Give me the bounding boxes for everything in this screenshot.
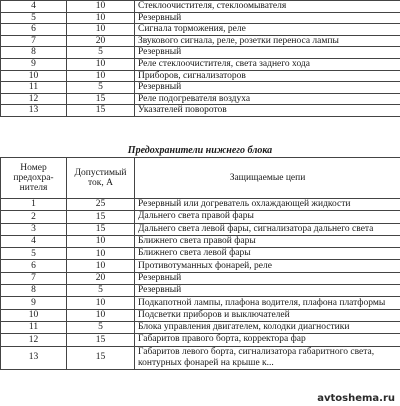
lower-fuse-table <box>0 157 400 370</box>
table-row <box>1 82 400 94</box>
protected-circuit-cell: Реле стеклоочистителя, света заднего хода <box>135 58 400 70</box>
table-row <box>1 211 400 223</box>
rated-current-cell: 5 <box>67 285 135 297</box>
table-row <box>1 58 400 70</box>
fuse-number-cell: 7 <box>1 272 67 284</box>
fuse-number-cell: 4 <box>1 1 67 13</box>
fuse-number-cell: 3 <box>1 223 67 235</box>
rated-current-cell: 5 <box>67 82 135 94</box>
protected-circuit-cell: Указателей поворотов <box>135 105 400 117</box>
fuse-number-cell: 11 <box>1 321 67 333</box>
protected-circuit-cell: Противотуманных фонарей, реле <box>135 260 400 272</box>
protected-circuit-cell: Резервный <box>135 285 400 297</box>
fuse-number-cell: 10 <box>1 309 67 321</box>
table-row <box>1 309 400 321</box>
fuse-number-cell: 8 <box>1 47 67 59</box>
protected-circuit-cell: Резервный <box>135 47 400 59</box>
table-row <box>1 321 400 333</box>
protected-circuit-cell: Резервный <box>135 82 400 94</box>
protected-circuit-cell: Дальнего света левой фары, сигнализатора дальнего света <box>135 223 400 235</box>
rated-current-cell: 10 <box>67 235 135 247</box>
site-watermark: avtoshema.ru <box>317 393 395 404</box>
protected-circuit-cell: Резервный или догреватель охлаждающей жидкости <box>135 199 400 211</box>
table-row <box>1 223 400 235</box>
protected-circuit-cell: Стеклоочистителя, стеклоомывателя <box>135 1 400 13</box>
rated-current-cell: 15 <box>67 334 135 346</box>
rated-current-cell: 5 <box>67 321 135 333</box>
fuse-number-cell: 8 <box>1 285 67 297</box>
lower-table-header-row <box>1 158 400 199</box>
upper-fuse-table-body <box>1 1 400 117</box>
protected-circuit-cell: Габаритов левого борта, сигнализатора габаритного света, контурных фонарей на крыше к... <box>135 346 400 369</box>
lower-fuse-table-body <box>1 199 400 370</box>
table-row <box>1 1 400 13</box>
rated-current-cell: 10 <box>67 309 135 321</box>
table-row <box>1 70 400 82</box>
rated-current-cell: 10 <box>67 297 135 309</box>
table-row <box>1 260 400 272</box>
fuse-number-cell: 12 <box>1 93 67 105</box>
rated-current-cell: 10 <box>67 12 135 24</box>
table-row <box>1 334 400 346</box>
protected-circuit-cell: Подсветки приборов и выключателей <box>135 309 400 321</box>
rated-current-cell: 10 <box>67 1 135 13</box>
fuse-number-cell: 12 <box>1 334 67 346</box>
rated-current-cell: 15 <box>67 223 135 235</box>
table-row <box>1 272 400 284</box>
table-row <box>1 297 400 309</box>
protected-circuit-cell: Ближнего света правой фары <box>135 235 400 247</box>
fuse-number-cell: 5 <box>1 12 67 24</box>
rated-current-cell: 20 <box>67 35 135 47</box>
fuse-number-cell: 5 <box>1 248 67 260</box>
rated-current-cell: 10 <box>67 70 135 82</box>
rated-current-cell: 10 <box>67 58 135 70</box>
protected-circuit-cell: Резервный <box>135 12 400 24</box>
protected-circuit-cell: Резервный <box>135 272 400 284</box>
fuse-number-cell: 4 <box>1 235 67 247</box>
fuse-number-cell: 1 <box>1 199 67 211</box>
rated-current-cell: 10 <box>67 248 135 260</box>
fuse-number-cell: 10 <box>1 70 67 82</box>
fuse-number-cell: 6 <box>1 260 67 272</box>
protected-circuit-cell: Блока управления двигателем, колодки диагностики <box>135 321 400 333</box>
header-fuse-number: Номер предохра-нителя <box>1 158 67 199</box>
rated-current-cell: 15 <box>67 93 135 105</box>
rated-current-cell: 5 <box>67 47 135 59</box>
header-protected-circuits: Защищаемые цепи <box>135 158 400 199</box>
protected-circuit-cell: Реле подогревателя воздуха <box>135 93 400 105</box>
upper-fuse-table <box>0 0 400 117</box>
table-row <box>1 199 400 211</box>
fuse-number-cell: 13 <box>1 105 67 117</box>
table-row <box>1 105 400 117</box>
fuse-number-cell: 9 <box>1 297 67 309</box>
fuse-number-cell: 11 <box>1 82 67 94</box>
rated-current-cell: 15 <box>67 211 135 223</box>
header-rated-current: Допустимый ток, А <box>67 158 135 199</box>
rated-current-cell: 25 <box>67 199 135 211</box>
table-row <box>1 248 400 260</box>
rated-current-cell: 15 <box>67 105 135 117</box>
table-row <box>1 235 400 247</box>
rated-current-cell: 20 <box>67 272 135 284</box>
protected-circuit-cell: Приборов, сигнализаторов <box>135 70 400 82</box>
protected-circuit-cell: Подкапотной лампы, плафона водителя, плафона платформы <box>135 297 400 309</box>
table-row <box>1 346 400 369</box>
rated-current-cell: 10 <box>67 24 135 36</box>
fuse-number-cell: 6 <box>1 24 67 36</box>
table-row <box>1 47 400 59</box>
protected-circuit-cell: Звукового сигнала, реле, розетки переноса лампы <box>135 35 400 47</box>
rated-current-cell: 15 <box>67 346 135 369</box>
table-row <box>1 12 400 24</box>
table-row <box>1 35 400 47</box>
table-row <box>1 285 400 297</box>
fuse-number-cell: 7 <box>1 35 67 47</box>
table-row <box>1 93 400 105</box>
rated-current-cell: 10 <box>67 260 135 272</box>
table-row <box>1 24 400 36</box>
protected-circuit-cell: Дальнего света правой фары <box>135 211 400 223</box>
fuse-number-cell: 9 <box>1 58 67 70</box>
protected-circuit-cell: Сигнала торможения, реле <box>135 24 400 36</box>
protected-circuit-cell: Ближнего света левой фары <box>135 248 400 260</box>
fuse-number-cell: 13 <box>1 346 67 369</box>
fuse-number-cell: 2 <box>1 211 67 223</box>
protected-circuit-cell: Габаритов правого борта, корректора фар <box>135 334 400 346</box>
lower-block-caption: Предохранители нижнего блока <box>127 145 273 156</box>
